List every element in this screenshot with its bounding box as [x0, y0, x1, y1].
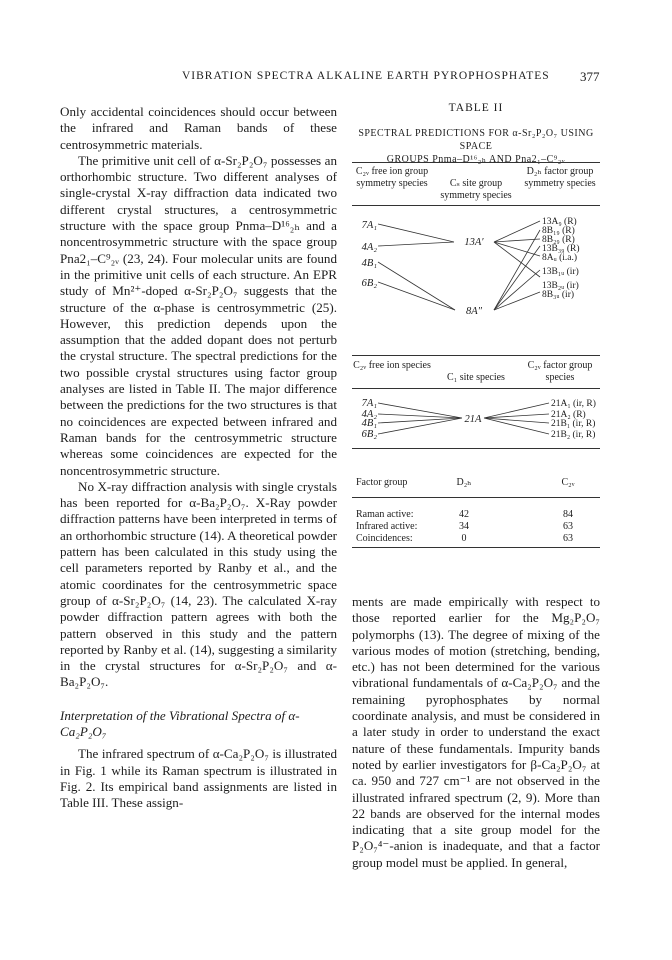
summary-header-row [352, 477, 600, 489]
d2h-value: 34 [459, 521, 469, 532]
section-heading: Interpretation of the Vibrational Spectra of α-Ca₂P₂O₇ [60, 707, 300, 739]
free-ion-species [362, 220, 378, 289]
species-label: 8B₁₉ (R) [542, 226, 575, 236]
species-label: 13A′ [464, 237, 484, 248]
table-row [352, 521, 600, 533]
species-label: 4A₂ [361, 409, 377, 420]
right-column [352, 594, 600, 871]
species-label: 6B₂ [361, 429, 377, 440]
page-number: 377 [580, 69, 600, 84]
site-species [464, 237, 484, 317]
species-label: 8A″ [465, 306, 483, 317]
row-label: Raman active: [356, 509, 414, 520]
species-label: 8B₃ᵤ (ir) [542, 290, 575, 300]
paragraph: The primitive unit cell of α-Sr₂P₂O₇ possesses an orthorhombic structure. Two different analyses of single-crystal X-ray diffraction data indicated two different crystal structures, a centrosymmetric structure with the space group Pnma–D¹⁶₂ₕ and a noncentrosymmetric structure with the space group Pna2₁–C⁹₂ᵥ (23, 24). Four molecular units are found in the primitive unit cells of each structure. An EPR study of Mn²⁺-doped α-Sr₂P₂O₇ suggests that the structure of the α-phase is centrosymmetric (25). However, this prediction depends upon the assumption that the added dopant does not perturb the crystal structure. The spectral predictions for the two possible crystal structures using factor group analyses are listed in Table II. The major difference between the predictions for the two structures is that no coincidences are expected between infrared and Raman bands for the centrosymmetric structure whereas some coincidences are expected for the noncentrosymmetric structure. [60, 152, 337, 478]
d2h-value: 0 [461, 533, 467, 544]
table-label: TABLE II [448, 102, 504, 114]
row-label: Coincidences: [356, 533, 413, 544]
species-label: 7A₁ [361, 220, 377, 231]
column-header: C₂ᵥ free ion species [353, 360, 431, 371]
site-species-c1 [465, 414, 483, 425]
column-header: D₂ₕ factor group symmetry species [524, 166, 596, 189]
row-label: Infrared active: [356, 521, 418, 532]
c2v-value: 63 [563, 521, 573, 532]
paragraph: No X-ray diffraction analysis with single crystals has been reported for α-Ba₂P₂O₇. X-Ray powder diffraction patterns have been interpreted in terms of an orthorhombic structure (14). A theoretical powder pattern has been calculated in this study using the cell parameters reported by Ranby et al., and the atomic coordinates for the centrosymmetric space group of α-Sr₂P₂O₇ (14, 23). The calculated X-ray powder diffraction pattern agrees with both the pattern observed in this study and the pattern reported by Ranby et al. (14), suggesting a similarity in the crystal structures for α-Sr₂P₂O₇ and α-Ba₂P₂O₇. [60, 478, 337, 690]
column-header: C₂ᵥ factor group species [527, 360, 593, 383]
species-label: 21A₂ (R) [551, 410, 586, 420]
species-label: 6B₂ [361, 278, 377, 289]
species-label: 21A [464, 414, 482, 425]
column-header: D₂ₕ [456, 477, 472, 488]
species-label: 13B₁ᵤ (ir) [542, 267, 579, 277]
species-label: 13B₃₉ (R) [542, 244, 580, 254]
species-label: 4A₂ [361, 242, 377, 253]
column-header: C₁ site species [447, 372, 505, 383]
left-column [60, 104, 337, 811]
column-header: Factor group [356, 477, 408, 488]
species-label: 8B₂₉ (R) [542, 235, 575, 245]
species-label: 7A₁ [361, 398, 377, 409]
c2v-value: 63 [563, 533, 573, 544]
free-ion-species-c1 [362, 398, 378, 440]
species-label: 4B₁ [361, 258, 377, 269]
table-rule [352, 497, 600, 498]
species-label: 21A₁ (ir, R) [551, 399, 596, 409]
factor-group-species [542, 216, 580, 300]
column-header: C₂ᵥ [561, 477, 575, 488]
running-title: VIBRATION SPECTRA ALKALINE EARTH PYROPHOSPHATES [182, 70, 550, 82]
table-rule [352, 547, 600, 548]
column-header: Cₛ site group symmetry species [440, 178, 512, 201]
running-header [0, 70, 672, 88]
table-row [352, 509, 600, 521]
paragraph: ments are made empirically with respect to those reported earlier for the Mg₂P₂O₇ polymorphs (13). The degree of mixing of the various modes of motion (stretching, bending, etc.) has not been determined for the various vibrational fundamentals of α-Ca₂P₂O₇ and the remaining pyrophosphates by normal coordinate analysis, and must be considered in a later study in order to understand the exact nature of these fundamentals. Impurity bands noted by earlier investigators for β-Ca₂P₂O₇ at ca. 950 and 727 cm⁻¹ are not observed in the illustrated infrared spectrum (2, 9). More than 22 bands are observed for the internal modes indicating that a site group model for the P₂O₇⁴⁻-anion is inadequate, and that a factor group model must be applied. In general, [352, 594, 600, 870]
species-label: 13A₉ (R) [542, 217, 577, 227]
factor-group-species-c2v [551, 398, 596, 440]
correlation-diagram [352, 102, 600, 442]
table-caption-line: GROUPS Pnma–D¹⁶₂ₕ AND Pna2₁–C⁹₂ᵥ [386, 154, 566, 165]
d2h-value: 42 [459, 509, 469, 520]
species-label: 21B₁ (ir, R) [551, 419, 596, 429]
species-label: 4B₁ [361, 418, 377, 429]
species-label: 8Aᵤ (i.a.) [542, 253, 578, 263]
c2v-value: 84 [563, 509, 573, 520]
species-label: 21B₂ (ir, R) [551, 430, 596, 440]
table-row [352, 533, 600, 545]
correlation-lines [378, 221, 549, 434]
table-caption-line: SPECTRAL PREDICTIONS FOR α-Sr₂P₂O₇ USING SPACE [358, 128, 594, 152]
table-rule [352, 448, 600, 449]
species-label: 13B₂ᵤ (ir) [542, 281, 579, 291]
column-header: C₂ᵥ free ion group symmetry species [355, 166, 429, 189]
paragraph: The infrared spectrum of α-Ca₂P₂O₇ is illustrated in Fig. 1 while its Raman spectrum is illustrated in Fig. 2. Its empirical band assignments are listed in Table III. These assign- [60, 746, 337, 811]
paragraph: Only accidental coincidences should occur between the infrared and Raman bands of these centrosymmetric materials. [60, 104, 337, 152]
